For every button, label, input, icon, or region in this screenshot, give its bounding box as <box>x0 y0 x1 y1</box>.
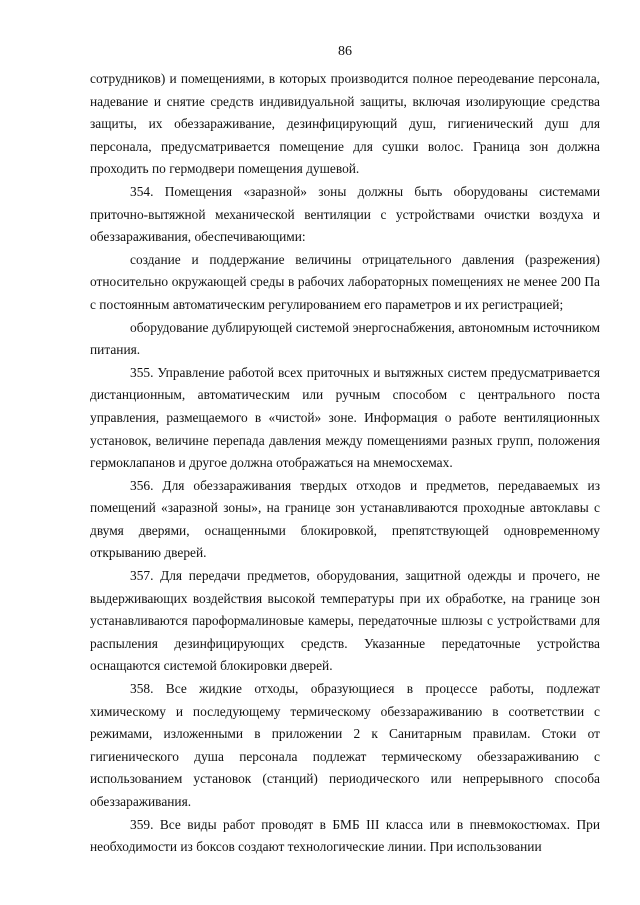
paragraph-continuation: сотрудников) и помещениями, в которых производится полное переодевание персонала, надевание и снятие средств индивидуальной защиты, включая изолирующие средства защиты, их обеззараживание, дезинфицирующий душ, гигиенический душ для персонала, предусматривается помещение для сушки волос. Граница зон должна проходить по гермодвери помещения душевой. <box>90 71 600 177</box>
paragraph-356: 356. Для обеззараживания твердых отходов и предметов, передаваемых из помещений «заразной зоны», на границе зон устанавливаются проходные автоклавы с двумя дверями, оснащенными блокировкой, препятствующей одновременному открыванию дверей. <box>90 477 600 561</box>
paragraph-355: 355. Управление работой всех приточных и вытяжных систем предусматривается дистанционным, автоматическим или ручным способом с центрального поста управления, размещаемого в «чистой» зоне. Информация о работе вентиляционных установок, величине перепада давления между помещениями разных групп, положения гермоклапанов и другое должна отображаться на мнемосхемах. <box>90 364 600 471</box>
paragraph-357: 357. Для передачи предметов, оборудования, защитной одежды и прочего, не выдерживающих воздействия высокой температуры при их обработке, на границе зон устанавливаются пароформалиновые камеры, передаточные шлюзы с устройствами для распыления дезинфицирующих средств. Указанные передаточные устройства оснащаются системой блокировки дверей. <box>90 568 600 674</box>
paragraph-354: 354. Помещения «заразной» зоны должны быть оборудованы системами приточно-вытяжной механической вентиляции с устройствами очистки воздуха и обеззараживания, обеспечивающими: <box>90 183 600 245</box>
paragraph-354-item-2: оборудование дублирующей системой энергоснабжения, автономным источником питания. <box>90 319 600 358</box>
paragraph-354-item-1: создание и поддержание величины отрицательного давления (разрежения) относительно окружающей среды в рабочих лабораторных помещениях не менее 200 Па с постоянным автоматическим регулированием его параметров и их регистрацией; <box>90 251 600 312</box>
paragraph-358: 358. Все жидкие отходы, образующиеся в процессе работы, подлежат химическому и последующему термическому обеззараживанию в соответствии с режимами, изложенными в приложении 2 к Санитарным правилам. Стоки от гигиенического душа персонала подлежат термическому обеззараживанию с использованием установок (станций) периодического или непрерывного способа обеззараживания. <box>90 681 600 809</box>
paragraph-359: 359. Все виды работ проводят в БМБ III класса или в пневмокостюмах. При необходимости из боксов создают технологические линии. При использовании <box>90 816 600 855</box>
page-number: 86 <box>338 44 352 59</box>
